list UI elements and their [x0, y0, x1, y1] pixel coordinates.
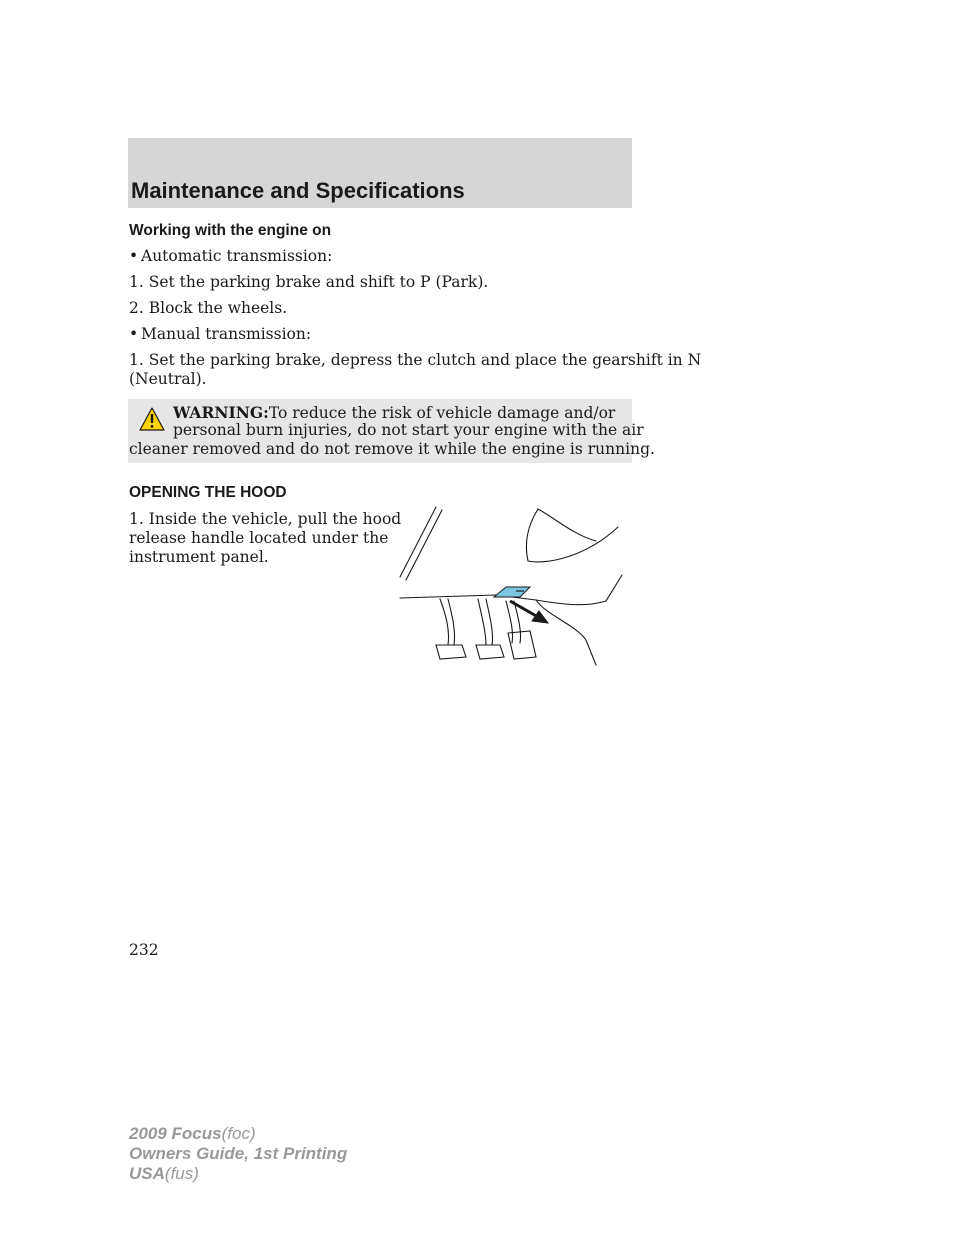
- hood-step-1-line-1: 1. Inside the vehicle, pull the hood: [129, 510, 402, 528]
- footer-model-code: (foc): [221, 1124, 256, 1143]
- section-heading-engine-on: Working with the engine on: [129, 222, 332, 239]
- warning-triangle-icon: [139, 407, 165, 431]
- footer-region: USA: [129, 1164, 165, 1183]
- footer-model: 2009 Focus: [129, 1124, 222, 1143]
- auto-step-2: 2. Block the wheels.: [129, 299, 288, 317]
- warning-label: WARNING:: [173, 403, 269, 422]
- bullet-dot-icon: •: [129, 325, 139, 343]
- warning-line-2: personal burn injuries, do not start your engine with the air: [173, 421, 644, 439]
- section-heading-opening-hood: OPENING THE HOOD: [129, 484, 287, 501]
- manual-step-1-line-2: (Neutral).: [129, 370, 207, 388]
- warning-text-1: To reduce the risk of vehicle damage and/or: [268, 404, 616, 422]
- bullet-manual: [129, 325, 311, 343]
- hood-release-illustration: [396, 505, 632, 667]
- footer-line-2: [129, 1144, 347, 1164]
- bullet-automatic-text: Automatic transmission:: [141, 247, 333, 265]
- footer-line-1: [129, 1124, 347, 1144]
- bullet-dot-icon: •: [129, 247, 139, 265]
- bullet-automatic: [129, 247, 332, 265]
- footer: [129, 1124, 347, 1184]
- bullet-manual-text: Manual transmission:: [141, 325, 312, 343]
- footer-line-3: [129, 1164, 347, 1184]
- warning-line-3: cleaner removed and do not remove it while the engine is running.: [129, 440, 655, 458]
- page-title: Maintenance and Specifications: [131, 178, 465, 203]
- footer-region-code: (fus): [164, 1164, 199, 1183]
- footer-guide: Owners Guide, 1st Printing: [129, 1144, 348, 1163]
- warning-box: [128, 399, 655, 463]
- hood-step-1-line-2: release handle located under the: [129, 529, 389, 547]
- warning-line-1: [173, 403, 615, 423]
- hood-step-1-line-3: instrument panel.: [129, 548, 269, 566]
- auto-step-1: 1. Set the parking brake and shift to P (Park).: [129, 273, 489, 291]
- page-number: 232: [129, 941, 159, 959]
- manual-step-1-line-1: 1. Set the parking brake, depress the clutch and place the gearshift in N: [129, 351, 702, 369]
